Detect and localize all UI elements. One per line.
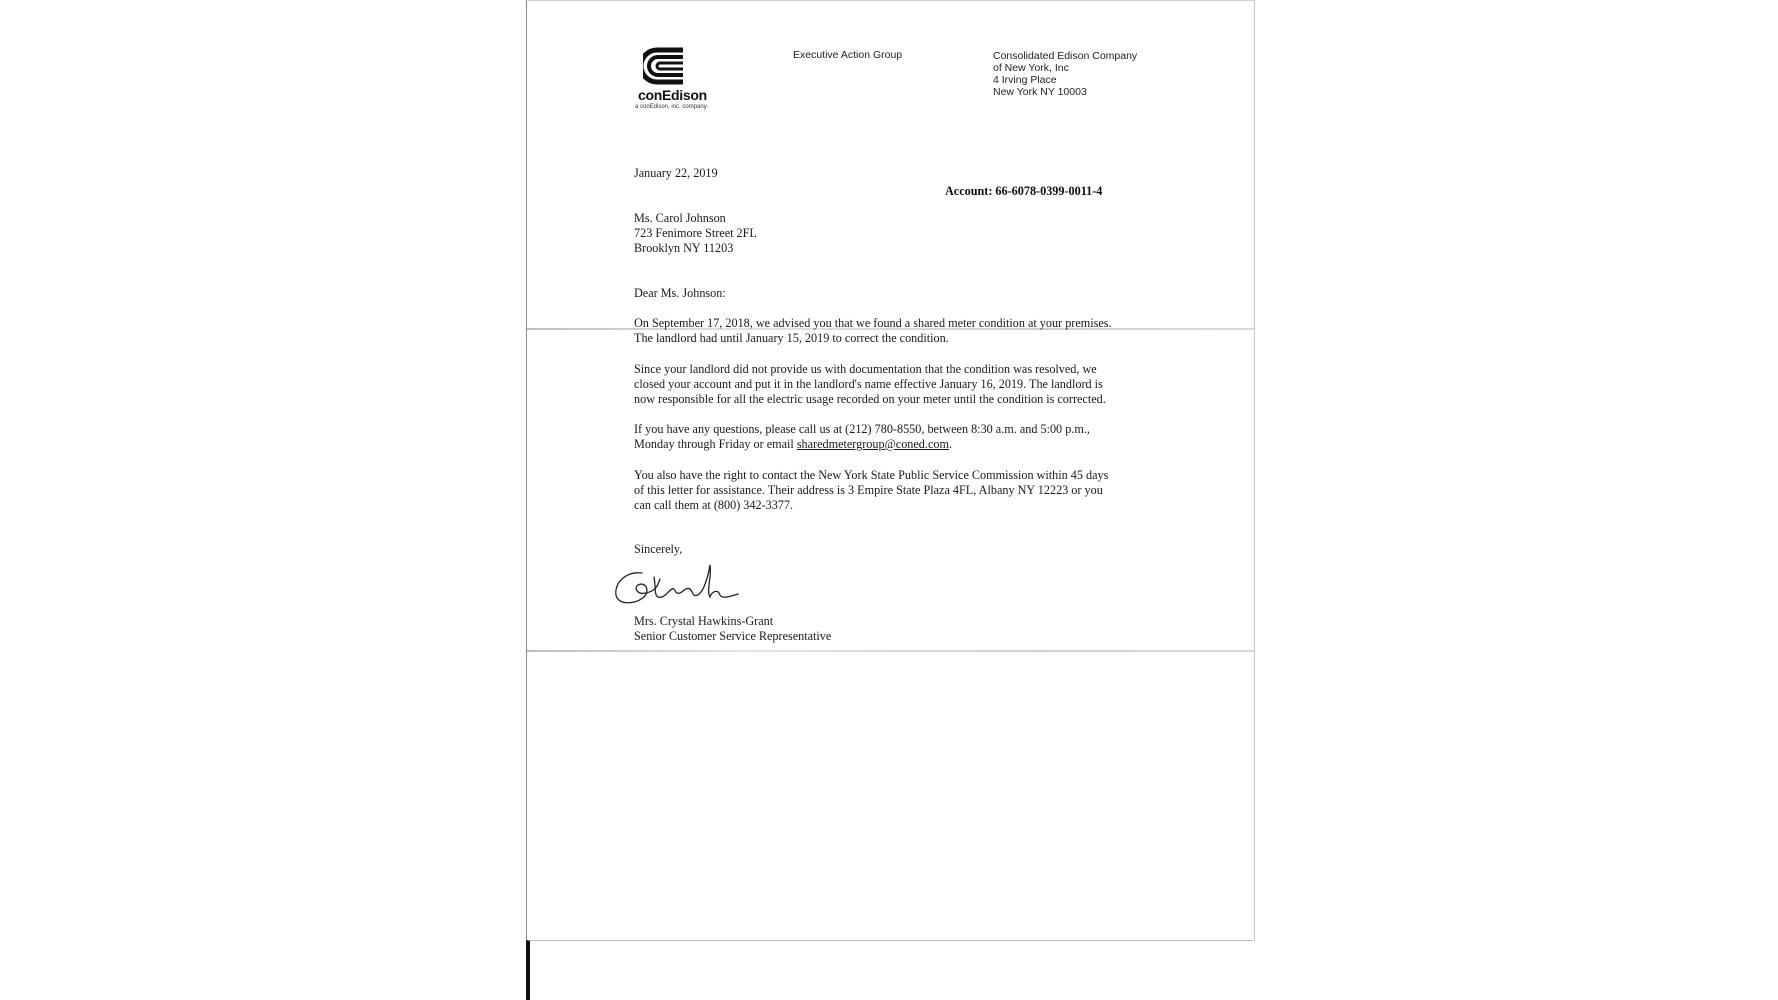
signatory-title: Senior Customer Service Representative — [634, 629, 832, 643]
paragraph-line: now responsible for all the electric usage recorded on your meter until the condition is corrected. — [634, 392, 1106, 406]
paragraph-line: The landlord had until January 15, 2019 to correct the condition. — [634, 331, 949, 345]
signature — [612, 561, 742, 618]
recipient-line: Brooklyn NY 11203 — [634, 241, 734, 255]
paragraph-line: You also have the right to contact the New York State Public Service Commission within 45 days — [634, 468, 1109, 482]
company-address-line: 4 Irving Place — [993, 74, 1057, 86]
paragraph-line: Since your landlord did not provide us with documentation that the condition was resolved, we — [634, 362, 1097, 376]
paragraph-line: On September 17, 2018, we advised you that we found a shared meter condition at your premises. — [634, 316, 1112, 330]
paragraph-text: Monday through Friday or email — [634, 437, 797, 451]
paragraph-line — [634, 437, 1154, 452]
fold-line — [527, 650, 1254, 652]
second-page-edge — [526, 940, 1253, 1000]
company-address — [993, 50, 1137, 98]
email-link[interactable]: sharedmetergroup@coned.com — [796, 437, 949, 451]
account-number: Account: 66-6078-0399-0011-4 — [945, 184, 1103, 198]
conedison-logo-icon — [643, 47, 687, 85]
department-name: Executive Action Group — [793, 49, 903, 61]
paragraph-1 — [634, 316, 1154, 346]
letter-page — [526, 0, 1255, 941]
paragraph-2 — [634, 362, 1154, 407]
signatory-name: Mrs. Crystal Hawkins-Grant — [634, 614, 774, 628]
recipient-address — [634, 211, 1154, 256]
paragraph-4 — [634, 468, 1154, 513]
company-address-line: of New York, Inc — [993, 62, 1069, 74]
paragraph-line: closed your account and put it in the landlord's name effective January 16, 2019. The landlord is — [634, 377, 1103, 391]
company-address-line: Consolidated Edison Company — [993, 50, 1138, 62]
salutation: Dear Ms. Johnson: — [634, 286, 726, 300]
paragraph-line: of this letter for assistance. Their address is 3 Empire State Plaza 4FL, Albany NY 12223 or you — [634, 483, 1103, 497]
logo-wordmark: conEdison — [638, 87, 707, 103]
recipient-line: Ms. Carol Johnson — [634, 211, 726, 225]
closing: Sincerely, — [634, 542, 683, 556]
conedison-logo — [633, 47, 717, 115]
paragraph-text: . — [948, 437, 952, 451]
paragraph-3 — [634, 422, 1154, 452]
paragraph-line: If you have any questions, please call us at (212) 780-8550, between 8:30 a.m. and 5:00 p.m., — [634, 422, 1090, 436]
signatory-block — [634, 614, 1154, 644]
recipient-line: 723 Fenimore Street 2FL — [634, 226, 757, 240]
paragraph-line: can call them at (800) 342-3377. — [634, 498, 794, 512]
logo-tagline: a conEdison, inc. company — [635, 104, 707, 110]
letter-date: January 22, 2019 — [634, 166, 718, 180]
company-address-line: New York NY 10003 — [993, 86, 1087, 98]
